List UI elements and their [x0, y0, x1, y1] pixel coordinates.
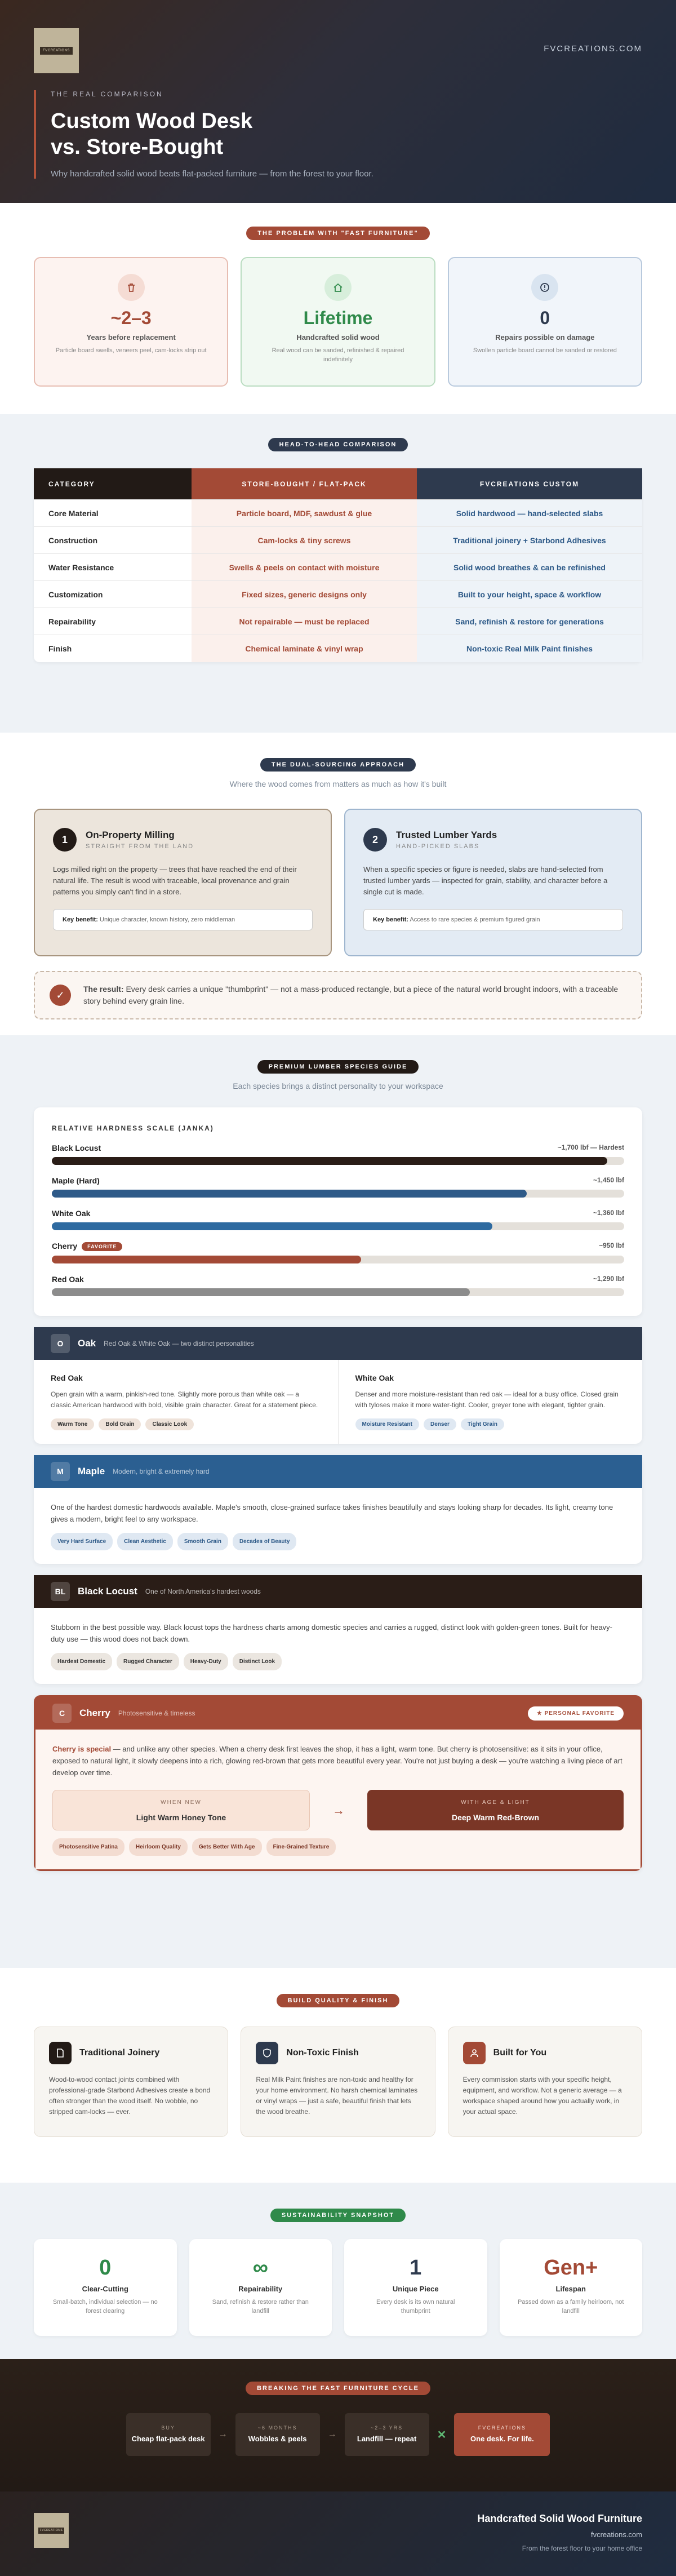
- stat-value: Lifetime: [303, 308, 373, 328]
- sustain-card: 1 Unique Piece Every desk is its own natural thumbprint: [344, 2239, 487, 2336]
- species-badge: C: [52, 1704, 72, 1723]
- stat-card-lifetime: [241, 257, 435, 387]
- tag: Gets Better With Age: [192, 1838, 262, 1856]
- hardness-bar-item: [52, 1275, 624, 1296]
- species-subtitle: Each species brings a distinct personality to your workspace: [233, 1081, 443, 1090]
- species-card-oak: [34, 1327, 642, 1444]
- when-new-box: WHEN NEW Light Warm Honey Tone: [52, 1790, 310, 1830]
- bar-name: Cherry: [52, 1242, 78, 1251]
- check-icon: ✓: [50, 985, 71, 1006]
- species-desc: Modern, bright & extremely hard: [113, 1467, 210, 1475]
- tag: Warm Tone: [51, 1418, 94, 1430]
- bar-fill: [52, 1222, 492, 1230]
- hardness-bar-item: [52, 1176, 624, 1198]
- species-body: One of the hardest domestic hardwoods available. Maple's smooth, close-grained surface takes finishes beautifully and stays looking sharp for decades. Its light, creamy tone gives a modern, bright feel to any workspace.: [51, 1503, 613, 1523]
- brand-logo[interactable]: FVCREATIONS: [34, 28, 79, 73]
- bar-value: ~1,700 lbf — Hardest: [557, 1143, 624, 1151]
- trash-icon: [118, 274, 145, 301]
- tag: Decades of Beauty: [233, 1533, 296, 1550]
- step-number: 2: [363, 828, 387, 852]
- tag: Photosensitive Patina: [52, 1838, 124, 1856]
- with-age-box: WITH AGE & LIGHT Deep Warm Red-Brown: [367, 1790, 624, 1830]
- table-row: [34, 608, 642, 635]
- source-card-milling: [34, 809, 332, 956]
- stat-label: Years before replacement: [86, 333, 176, 342]
- species-name: Black Locust: [78, 1586, 137, 1597]
- bar-track: [52, 1190, 624, 1198]
- key-benefit: Key benefit: Access to rare species & premium figured grain: [363, 909, 623, 930]
- species-name: Oak: [78, 1338, 96, 1349]
- bar-track: [52, 1222, 624, 1230]
- col-header-custom: FVCREATIONS CUSTOM: [417, 468, 642, 499]
- hardness-bar-item: [52, 1209, 624, 1230]
- arrow-right-icon: →: [327, 2429, 337, 2439]
- species-card-cherry: [34, 1695, 642, 1871]
- bar-fill: [52, 1157, 607, 1165]
- scale-title: RELATIVE HARDNESS SCALE (JANKA): [52, 1124, 214, 1132]
- species-card-maple: [34, 1455, 642, 1564]
- cycle-step: ~6 MONTHS Wobbles & peels: [235, 2413, 320, 2456]
- table-row: [34, 554, 642, 581]
- sustain-card: 0 Clear-Cutting Small-batch, individual selection — no forest clearing: [34, 2239, 177, 2336]
- red-oak-column: Red Oak Open grain with a warm, pinkish-red tone. Slightly more porous than white oak — a classic American hardwood with bold, visible grain character. Great for a statement piece. Warm Tone Bold Grain Classic Look: [34, 1360, 338, 1444]
- table-row: [34, 527, 642, 554]
- page-title: Custom Wood Desk vs. Store-Bought: [51, 109, 253, 159]
- row-custom: Traditional joinery + Starbond Adhesives: [417, 527, 642, 553]
- species-desc: Red Oak & White Oak — two distinct personalities: [104, 1340, 254, 1347]
- source-body: Logs milled right on the property — trees that have reached the end of their natural life. The result is wood with traceable, local provenance and grain patterns you simply can't find in a store.: [53, 865, 297, 896]
- table-row: [34, 500, 642, 527]
- row-category: Water Resistance: [48, 562, 114, 572]
- species-body: Stubborn in the best possible way. Black locust tops the hardness charts among domestic species and carries a rugged, distinct look with golden-green tones. Built for heavy-duty use — this wood does not back down.: [51, 1623, 612, 1643]
- row-store: Swells & peels on contact with moisture: [192, 554, 417, 580]
- dual-subtitle: Where the wood comes from matters as much as how it's built: [229, 779, 447, 788]
- footer-site-link[interactable]: fvcreations.com: [590, 2530, 642, 2539]
- tag: Distinct Look: [233, 1653, 282, 1670]
- tag: Heirloom Quality: [129, 1838, 188, 1856]
- sustain-pill: SUSTAINABILITY SNAPSHOT: [270, 2209, 406, 2222]
- bar-name: Maple (Hard): [52, 1176, 100, 1185]
- cycle-step-final: FVCREATIONS One desk. For life.: [454, 2413, 550, 2456]
- row-custom: Built to your height, space & workflow: [417, 581, 642, 608]
- species-section: [0, 1035, 676, 1968]
- stat-label: Repairs possible on damage: [495, 333, 595, 342]
- hero-header: [0, 0, 676, 203]
- row-store: Cam-locks & tiny screws: [192, 527, 417, 553]
- species-name: Maple: [78, 1466, 105, 1477]
- build-pill: BUILD QUALITY & FINISH: [277, 1994, 400, 2007]
- stat-value: 0: [540, 308, 550, 328]
- hardness-bar-item: [52, 1242, 624, 1263]
- bar-fill: [52, 1256, 361, 1263]
- comparison-pill: HEAD-TO-HEAD COMPARISON: [268, 438, 408, 451]
- bar-name: Black Locust: [52, 1143, 101, 1152]
- build-card-finish: Non-Toxic Finish Real Milk Paint finishes are non-toxic and healthy for your home environment. No harsh chemical laminates or vinyl wraps — just a safe, beautiful finish that lets the wood breathe.: [241, 2027, 435, 2137]
- cycle-pill: BREAKING THE FAST FURNITURE CYCLE: [246, 2382, 430, 2395]
- tag: Heavy-Duty: [184, 1653, 228, 1670]
- problem-section: [0, 203, 676, 414]
- stat-desc: Swollen particle board cannot be sanded or restored: [473, 347, 617, 354]
- table-row: [34, 635, 642, 662]
- source-card-lumber-yards: [344, 809, 642, 956]
- species-badge: M: [51, 1462, 70, 1481]
- stat-label: Handcrafted solid wood: [296, 333, 380, 342]
- step-number: 1: [53, 828, 77, 852]
- tag: Smooth Grain: [177, 1533, 228, 1550]
- bar-track: [52, 1256, 624, 1263]
- white-oak-column: White Oak Denser and more moisture-resistant than red oak — ideal for a busy office. Closed grain with tyloses make it more water-tight. Cooler, greyer tone with elegant, tighter grain. Moisture Resistant Denser Tight Grain: [338, 1360, 643, 1444]
- row-store: Not repairable — must be replaced: [192, 608, 417, 635]
- build-card-built-for-you: Built for You Every commission starts with your specific height, equipment, and workflow. Not a generic average — a workspace shaped around how you actually work, in your actual space.: [448, 2027, 642, 2137]
- result-callout: [34, 971, 642, 1019]
- hero-subtitle: Why handcrafted solid wood beats flat-packed furniture — from the forest to your floor.: [51, 169, 373, 179]
- bar-value: ~950 lbf: [598, 1242, 624, 1249]
- species-desc: Photosensitive & timeless: [118, 1709, 195, 1717]
- row-store: Fixed sizes, generic designs only: [192, 581, 417, 608]
- result-label: The result:: [83, 985, 124, 994]
- source-title: Trusted Lumber Yards: [396, 830, 497, 840]
- dual-pill: THE DUAL-SOURCING APPROACH: [260, 758, 416, 772]
- cycle-section: [0, 2359, 676, 2491]
- stat-desc: Particle board swells, veneers peel, cam-locks strip out: [55, 347, 207, 354]
- stat-card-repairs: [448, 257, 642, 387]
- tag: Fine-Grained Texture: [266, 1838, 336, 1856]
- footer: [0, 2491, 676, 2576]
- table-row: [34, 581, 642, 608]
- site-link[interactable]: FVCREATIONS.COM: [544, 44, 642, 54]
- build-card-joinery: Traditional Joinery Wood-to-wood contact joints combined with professional-grade Starbond Adhesives create a bond often stronger than the wood itself. No wobble, no stripped cam-locks — ever.: [34, 2027, 228, 2137]
- row-store: Particle board, MDF, sawdust & glue: [192, 500, 417, 526]
- row-category: Core Material: [48, 508, 99, 518]
- hardness-bar-item: [52, 1143, 624, 1165]
- favorite-badge: FAVORITE: [82, 1242, 122, 1251]
- shield-icon: [256, 2042, 278, 2064]
- comparison-table: [34, 468, 642, 662]
- species-header: [34, 1575, 642, 1608]
- favorite-badge: ★ PERSONAL FAVORITE: [528, 1706, 624, 1721]
- document-icon: [49, 2042, 72, 2064]
- row-category: Construction: [48, 535, 98, 545]
- dual-sourcing-section: [0, 733, 676, 1035]
- bar-name: Red Oak: [52, 1275, 84, 1284]
- build-quality-section: [0, 1968, 676, 2183]
- hardness-scale-card: [34, 1107, 642, 1316]
- species-badge: O: [51, 1334, 70, 1353]
- bar-value: ~1,450 lbf: [593, 1176, 624, 1184]
- source-body: When a specific species or figure is needed, slabs are hand-selected from trusted lumber yards — inspected for grain, stability, and character before a single cut is made.: [363, 865, 608, 896]
- close-icon: ✕: [437, 2428, 447, 2441]
- row-store: Chemical laminate & vinyl wrap: [192, 635, 417, 662]
- species-badge: BL: [51, 1582, 70, 1601]
- info-icon: [531, 274, 558, 301]
- stat-card-replacement: [34, 257, 228, 387]
- footer-logo[interactable]: FVCREATIONS: [34, 2513, 69, 2548]
- col-header-category: CATEGORY: [34, 468, 192, 499]
- source-sub: HAND-PICKED SLABS: [396, 843, 480, 850]
- tag: Denser: [424, 1418, 456, 1430]
- home-icon: [324, 274, 352, 301]
- tag: Classic Look: [145, 1418, 194, 1430]
- person-icon: [463, 2042, 486, 2064]
- tag: Very Hard Surface: [51, 1533, 113, 1550]
- row-custom: Sand, refinish & restore for generations: [417, 608, 642, 635]
- cycle-step: ~2–3 YRS Landfill — repeat: [345, 2413, 429, 2456]
- col-header-store: STORE-BOUGHT / FLAT-PACK: [192, 468, 417, 499]
- species-name: Cherry: [79, 1708, 110, 1718]
- tag: Hardest Domestic: [51, 1653, 112, 1670]
- bar-fill: [52, 1288, 470, 1296]
- tag: Tight Grain: [461, 1418, 504, 1430]
- row-category: Repairability: [48, 617, 96, 626]
- hero-text-block: [34, 90, 373, 179]
- stat-desc: Real wood can be sanded, refinished & repaired indefinitely: [272, 347, 404, 363]
- hero-eyebrow: THE REAL COMPARISON: [51, 90, 163, 98]
- row-custom: Solid hardwood — hand-selected slabs: [417, 500, 642, 526]
- bar-fill: [52, 1190, 527, 1198]
- bar-track: [52, 1157, 624, 1165]
- tag: Rugged Character: [117, 1653, 179, 1670]
- species-desc: One of North America's hardest woods: [145, 1588, 261, 1595]
- sustainability-section: [0, 2183, 676, 2359]
- tag: Clean Aesthetic: [117, 1533, 173, 1550]
- arrow-right-icon: →: [218, 2429, 228, 2439]
- tag: Bold Grain: [99, 1418, 141, 1430]
- key-benefit: Key benefit: Unique character, known history, zero middleman: [53, 909, 313, 930]
- source-sub: STRAIGHT FROM THE LAND: [86, 843, 194, 850]
- problem-pill: THE PROBLEM WITH "FAST FURNITURE": [246, 227, 429, 240]
- bar-track: [52, 1288, 624, 1296]
- sustain-card: ∞ Repairability Sand, refinish & restore rather than landfill: [189, 2239, 332, 2336]
- footer-tagline: From the forest floor to your home office: [522, 2544, 642, 2552]
- species-header: [34, 1455, 642, 1488]
- bar-name: White Oak: [52, 1209, 91, 1218]
- row-custom: Solid wood breathes & can be refinished: [417, 554, 642, 580]
- bar-value: ~1,360 lbf: [593, 1209, 624, 1217]
- species-header: [35, 1697, 641, 1730]
- row-category: Customization: [48, 589, 103, 599]
- tag: Moisture Resistant: [355, 1418, 419, 1430]
- bar-value: ~1,290 lbf: [593, 1275, 624, 1283]
- footer-title: Handcrafted Solid Wood Furniture: [477, 2513, 642, 2524]
- arrow-right-icon: →: [332, 1803, 345, 1817]
- species-body: Cherry is special — and unlike any other species. When a cherry desk first leaves the shop, it has a light, warm tone. But cherry is photosensitive: as it sits in your office, exposed to natural light, it slowly deepens into a rich, glowing red-brown that gets more beautiful every year. You're not just buying a desk — you're watching a living piece of art develop over time.: [52, 1745, 622, 1777]
- species-pill: PREMIUM LUMBER SPECIES GUIDE: [257, 1060, 419, 1074]
- row-category: Finish: [48, 644, 72, 653]
- comparison-section: [0, 414, 676, 733]
- row-custom: Non-toxic Real Milk Paint finishes: [417, 635, 642, 662]
- source-title: On-Property Milling: [86, 830, 175, 840]
- result-text: Every desk carries a unique "thumbprint" — not a mass-produced rectangle, but a piece of the natural world brought indoors, with a traceable story behind every grain line.: [83, 985, 619, 1005]
- stat-value: ~2–3: [110, 308, 152, 328]
- sustain-card: Gen+ Lifespan Passed down as a family heirloom, not landfill: [500, 2239, 643, 2336]
- table-header: [34, 468, 642, 500]
- cycle-step: BUY Cheap flat-pack desk: [126, 2413, 211, 2456]
- species-card-black-locust: [34, 1575, 642, 1684]
- species-header: [34, 1327, 642, 1360]
